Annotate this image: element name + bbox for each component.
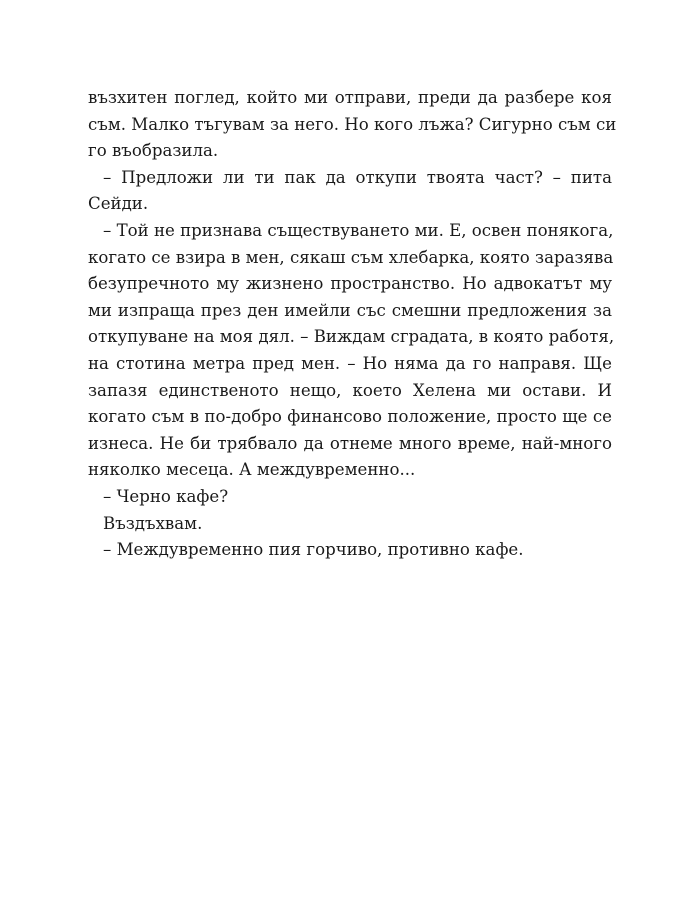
text-line: изнеса. Не би трябвало да отнеме много време, най-много bbox=[88, 433, 612, 453]
text-line: когато съм в по-добро финансово положение, просто ще се bbox=[88, 407, 612, 427]
text-line: безупречното му жизнено пространство. Но адвокатът му bbox=[88, 274, 612, 294]
text-line: откупуване на моя дял. – Виждам сградата, в която работя, bbox=[88, 327, 615, 347]
text-line: ми изпраща през ден имейли със смешни предложения за bbox=[88, 300, 612, 320]
text-line: Въздъхвам. bbox=[103, 513, 203, 533]
text-line: когато се взира в мен, сякаш съм хлебарка, която заразява bbox=[88, 247, 614, 267]
text-line: – Черно кафе? bbox=[103, 486, 229, 506]
text-line: запазя единственото нещо, което Хелена ми остави. И bbox=[88, 380, 612, 400]
book-page bbox=[88, 85, 617, 564]
text-line: на стотина метра пред мен. – Но няма да го направя. Ще bbox=[88, 353, 612, 373]
text-line: съм. Малко тъгувам за него. Но кого лъжа? Сигурно съм си bbox=[88, 114, 617, 134]
text-line: – Междувременно пия горчиво, противно кафе. bbox=[103, 540, 524, 560]
text-line: – Той не признава съществуването ми. Е, освен понякога, bbox=[103, 220, 614, 240]
text-line: няколко месеца. А междувременно... bbox=[88, 460, 416, 480]
text-line: го въобразила. bbox=[88, 141, 219, 161]
text-line: Сейди. bbox=[88, 194, 149, 214]
text-line: – Предложи ли ти пак да откупи твоята част? – пита bbox=[103, 167, 612, 187]
text-line: възхитен поглед, който ми отправи, преди да разбере коя bbox=[88, 88, 612, 107]
